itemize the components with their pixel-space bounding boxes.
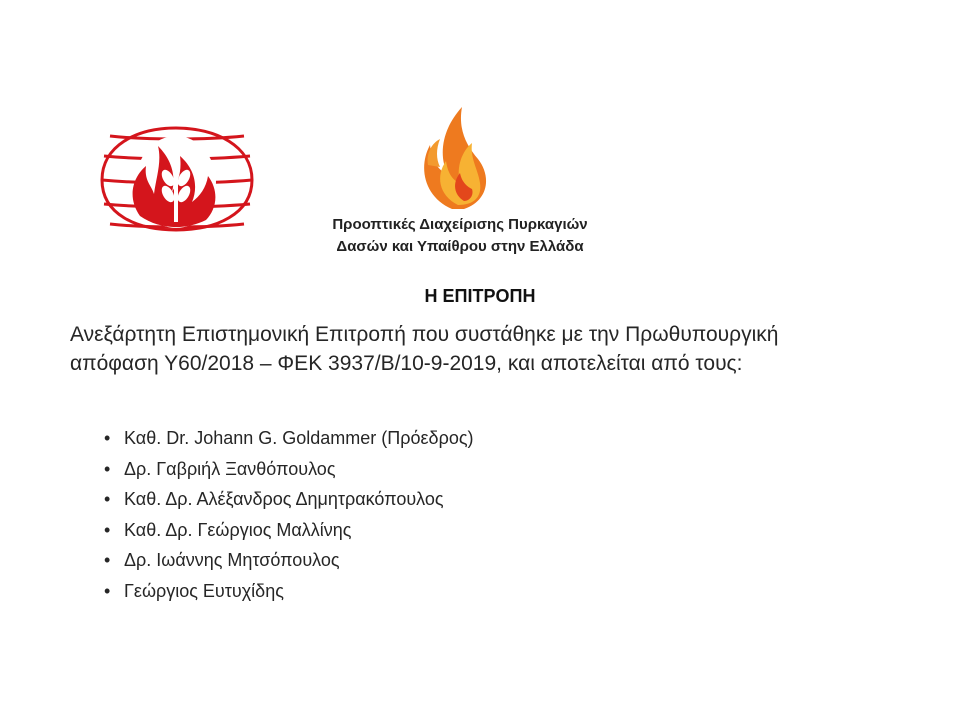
flame-logo-icon — [418, 105, 494, 211]
list-item: • Γεώργιος Ευτυχίδης — [104, 576, 474, 607]
globe-flame-leaf-emblem-icon — [96, 126, 256, 232]
list-item: • Δρ. Ιωάννης Μητσόπουλος — [104, 545, 474, 576]
organization-name-line1: Προοπτικές Διαχείρισης Πυρκαγιών — [332, 216, 588, 233]
intro-paragraph: Ανεξάρτητη Επιστημονική Επιτροπή που συστάθηκε με την Πρωθυπουργική απόφαση Υ60/2018 – ΦΕΚ 3937/Β/10-9-2019, και αποτελείται από τους: — [70, 323, 779, 375]
list-item: • Καθ. Dr. Johann G. Goldammer (Πρόεδρος) — [104, 423, 474, 454]
members-list — [104, 423, 474, 606]
page-title: Η ΕΠΙΤΡΟΠΗ — [424, 286, 536, 306]
organization-name — [300, 214, 620, 258]
list-item: • Καθ. Δρ. Αλέξανδρος Δημητρακόπουλος — [104, 484, 474, 515]
list-item: • Δρ. Γαβριήλ Ξανθόπουλος — [104, 454, 474, 485]
organization-name-line2: Δασών και Υπαίθρου στην Ελλάδα — [336, 238, 584, 255]
list-item: • Καθ. Δρ. Γεώργιος Μαλλίνης — [104, 515, 474, 546]
